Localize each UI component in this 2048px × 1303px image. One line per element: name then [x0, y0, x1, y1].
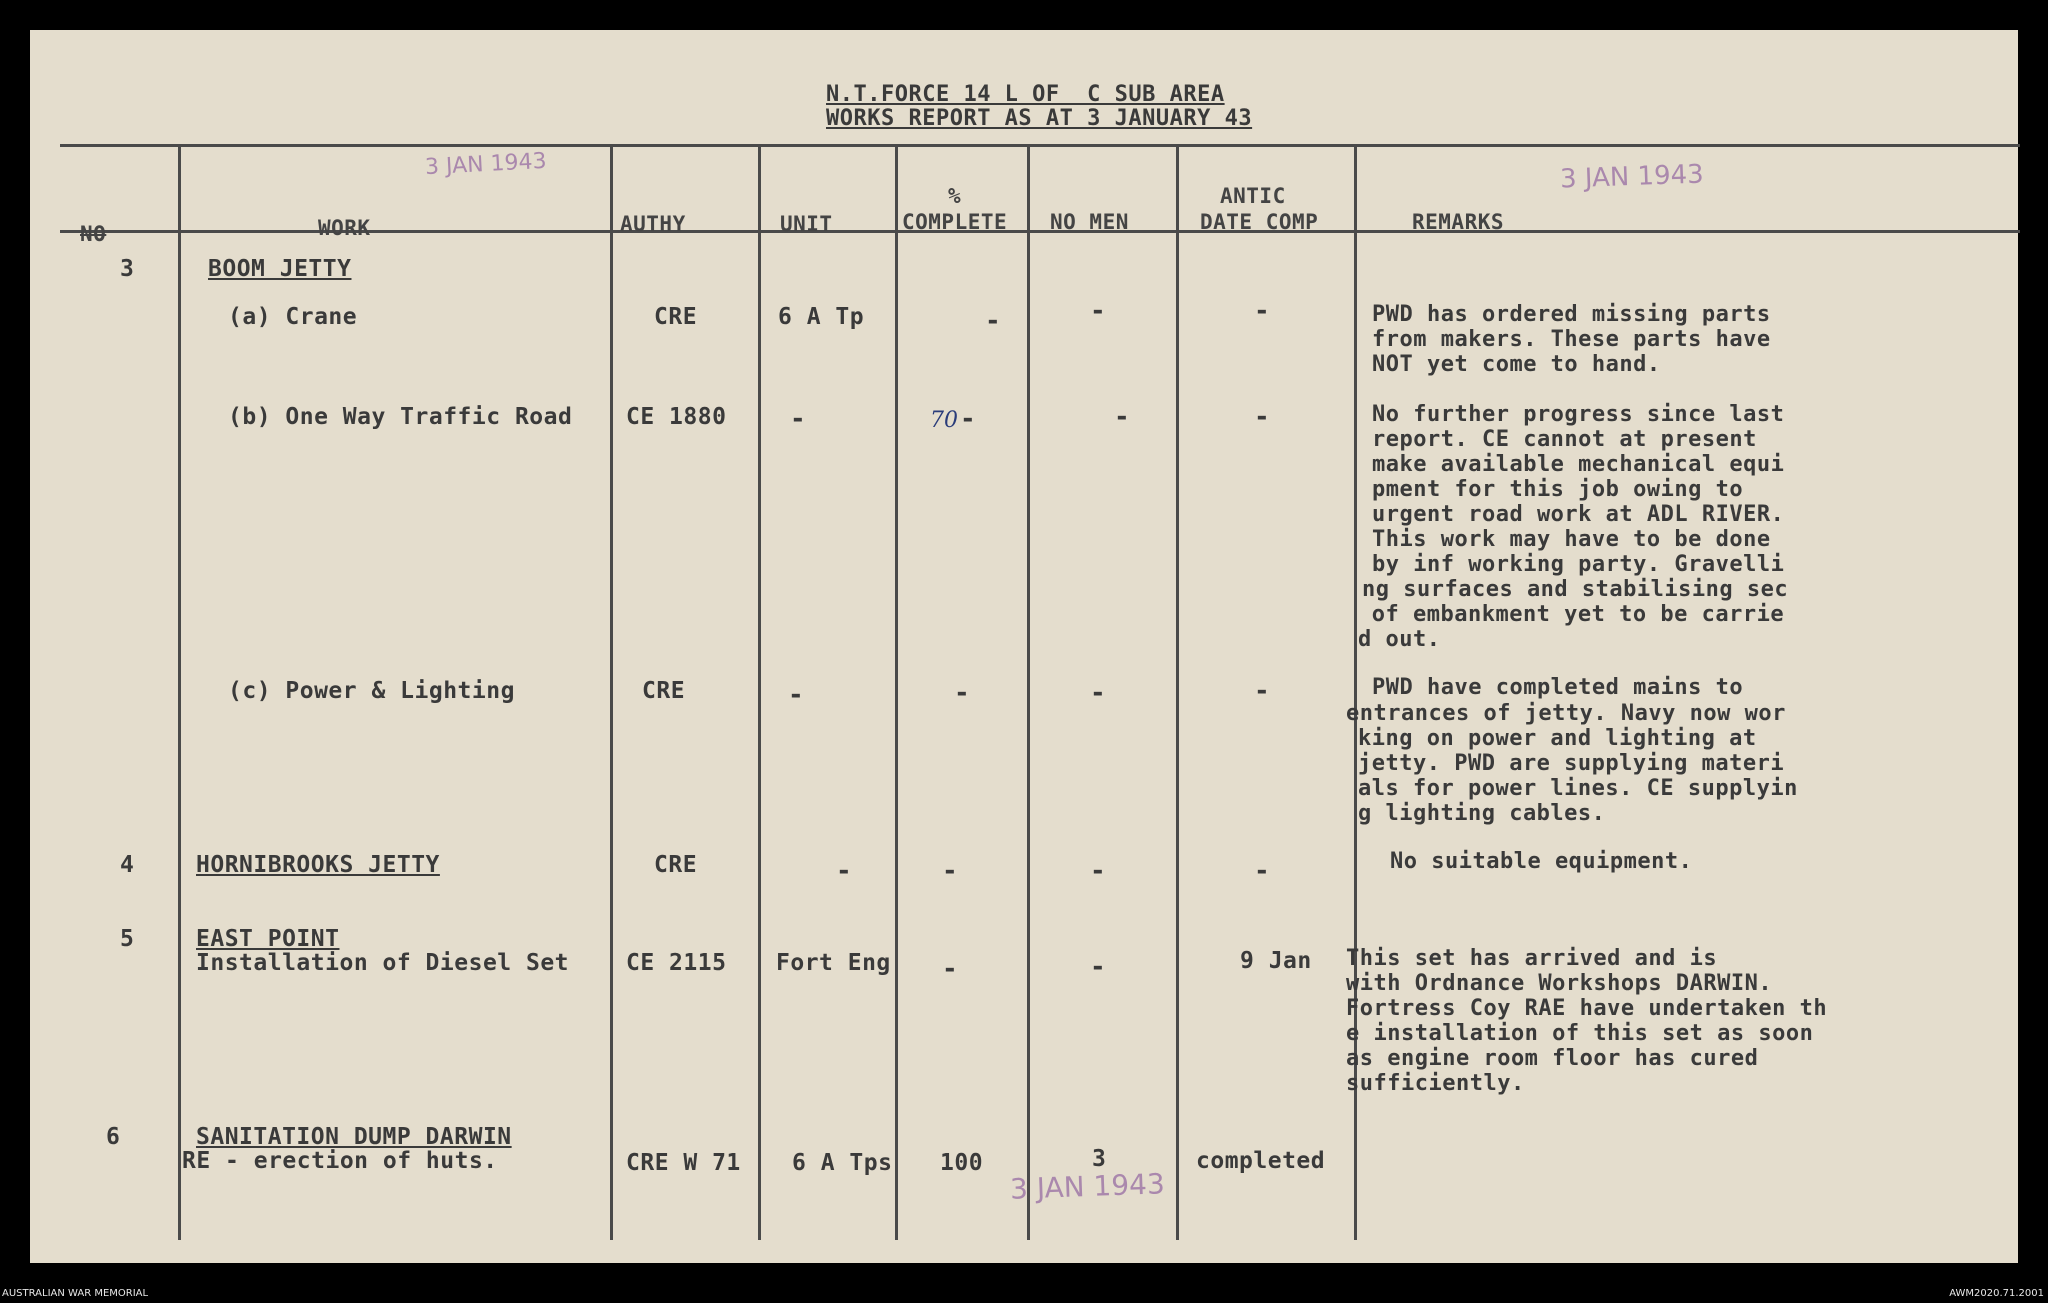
- remarks-line: as engine room floor has cured: [1346, 1046, 1759, 1071]
- remarks-line: e installation of this set as soon: [1346, 1021, 1814, 1046]
- work-item: (c) Power & Lighting: [228, 678, 515, 704]
- header-pct-symbol: %: [948, 184, 962, 208]
- remarks-line: from makers. These parts have: [1372, 327, 1771, 352]
- remarks-line: ng surfaces and stabilising sec: [1362, 577, 1789, 602]
- complete-cell: -: [942, 856, 958, 886]
- report-title-line1: N.T.FORCE 14 L OF C SUB AREA: [826, 82, 1225, 107]
- remarks-line: entrances of jetty. Navy now wor: [1346, 701, 1786, 726]
- men-cell: -: [1090, 296, 1106, 326]
- men-cell: -: [1090, 856, 1106, 886]
- remarks-line: of embankment yet to be carrie: [1358, 602, 1785, 627]
- column-divider: [1176, 146, 1179, 1240]
- row-number: 5: [120, 926, 135, 952]
- remarks-line: g lighting cables.: [1358, 801, 1606, 826]
- remarks-line: PWD have completed mains to: [1372, 675, 1744, 700]
- row-number: 4: [120, 852, 135, 878]
- authy-cell: CRE: [654, 304, 698, 330]
- remarks-line: pment for this job owing to: [1372, 477, 1744, 502]
- row-number: 3: [120, 256, 135, 282]
- remarks-line: sufficiently.: [1346, 1071, 1525, 1096]
- date-stamp: 3 JAN 1943: [424, 148, 548, 181]
- date-stamp: 3 JAN 1943: [1559, 159, 1705, 195]
- remarks-line: king on power and lighting at: [1358, 726, 1757, 751]
- unit-cell: -: [788, 680, 804, 710]
- work-item: RE - erection of huts.: [182, 1148, 498, 1174]
- authy-cell: CRE: [642, 678, 686, 704]
- handwritten-percent: 70: [930, 408, 958, 433]
- report-title-line2: WORKS REPORT AS AT 3 JANUARY 43: [826, 106, 1253, 131]
- unit-cell: 6 A Tp: [778, 304, 865, 330]
- header-complete: COMPLETE: [902, 210, 1008, 234]
- men-cell: -: [1090, 678, 1106, 708]
- column-divider: [178, 146, 181, 1240]
- header-authy: AUTHY: [620, 212, 686, 236]
- header-work: WORK: [318, 216, 371, 240]
- header-no-men: NO MEN: [1050, 210, 1129, 234]
- remarks-line: by inf working party. Gravelli: [1372, 552, 1785, 577]
- remarks-line: NOT yet come to hand.: [1372, 352, 1661, 377]
- men-cell: -: [1114, 402, 1130, 432]
- date-cell: -: [1254, 296, 1270, 326]
- date-cell: -: [1254, 676, 1270, 706]
- authy-cell: CRE: [654, 852, 698, 878]
- work-title: SANITATION DUMP DARWIN: [196, 1124, 512, 1150]
- table-top-rule: [60, 144, 2020, 147]
- remarks-line: This set has arrived and is: [1346, 946, 1718, 971]
- footer-credit: AUSTRALIAN WAR MEMORIAL: [2, 1288, 149, 1299]
- date-stamp: 3 JAN 1943: [1009, 1167, 1166, 1206]
- work-item: Installation of Diesel Set: [196, 950, 570, 976]
- date-cell: -: [1254, 402, 1270, 432]
- complete-cell: -: [985, 306, 1001, 336]
- remarks-line: make available mechanical equi: [1372, 452, 1785, 477]
- row-number: 6: [106, 1124, 121, 1150]
- remarks-line: PWD has ordered missing parts: [1372, 302, 1771, 327]
- header-antic: ANTIC: [1220, 184, 1286, 208]
- unit-cell: Fort Eng: [776, 950, 891, 976]
- footer-accession-number: AWM2020.71.2001: [1949, 1288, 2044, 1299]
- date-cell: completed: [1196, 1148, 1326, 1174]
- remarks-line: with Ordnance Workshops DARWIN.: [1346, 971, 1773, 996]
- remarks-line: No suitable equipment.: [1390, 849, 1693, 874]
- complete-cell: -: [960, 404, 976, 434]
- date-cell: 9 Jan: [1240, 948, 1312, 974]
- work-title: BOOM JETTY: [208, 256, 352, 282]
- authy-cell: CE 2115: [626, 950, 727, 976]
- work-title: EAST POINT: [196, 926, 340, 952]
- complete-cell: 100: [940, 1150, 984, 1176]
- header-remarks: REMARKS: [1412, 210, 1505, 234]
- column-divider: [610, 146, 613, 1240]
- remarks-line: jetty. PWD are supplying materi: [1358, 751, 1785, 776]
- unit-cell: -: [790, 404, 806, 434]
- men-cell: -: [1090, 952, 1106, 982]
- header-no: NO: [80, 222, 107, 246]
- complete-cell: -: [942, 954, 958, 984]
- remarks-line: This work may have to be done: [1372, 527, 1771, 552]
- header-unit: UNIT: [780, 212, 833, 236]
- remarks-line: Fortress Coy RAE have undertaken th: [1346, 996, 1828, 1021]
- remarks-line: d out.: [1358, 627, 1441, 652]
- work-item: (b) One Way Traffic Road: [228, 404, 573, 430]
- authy-cell: CRE W 71: [626, 1150, 741, 1176]
- authy-cell: CE 1880: [626, 404, 727, 430]
- complete-cell: -: [954, 678, 970, 708]
- date-cell: -: [1254, 856, 1270, 886]
- unit-cell: -: [836, 856, 852, 886]
- column-divider: [1027, 146, 1030, 1240]
- header-date-comp: DATE COMP: [1200, 210, 1319, 234]
- remarks-line: als for power lines. CE supplyin: [1358, 776, 1798, 801]
- remarks-line: No further progress since last: [1372, 402, 1785, 427]
- work-item: (a) Crane: [228, 304, 358, 330]
- column-divider: [758, 146, 761, 1240]
- men-cell: 3: [1092, 1146, 1107, 1172]
- unit-cell: 6 A Tps: [792, 1150, 893, 1176]
- remarks-line: urgent road work at ADL RIVER.: [1372, 502, 1785, 527]
- work-title: HORNIBROOKS JETTY: [196, 852, 440, 878]
- remarks-line: report. CE cannot at present: [1372, 427, 1757, 452]
- column-divider: [895, 146, 898, 1240]
- document-page: [30, 30, 2018, 1263]
